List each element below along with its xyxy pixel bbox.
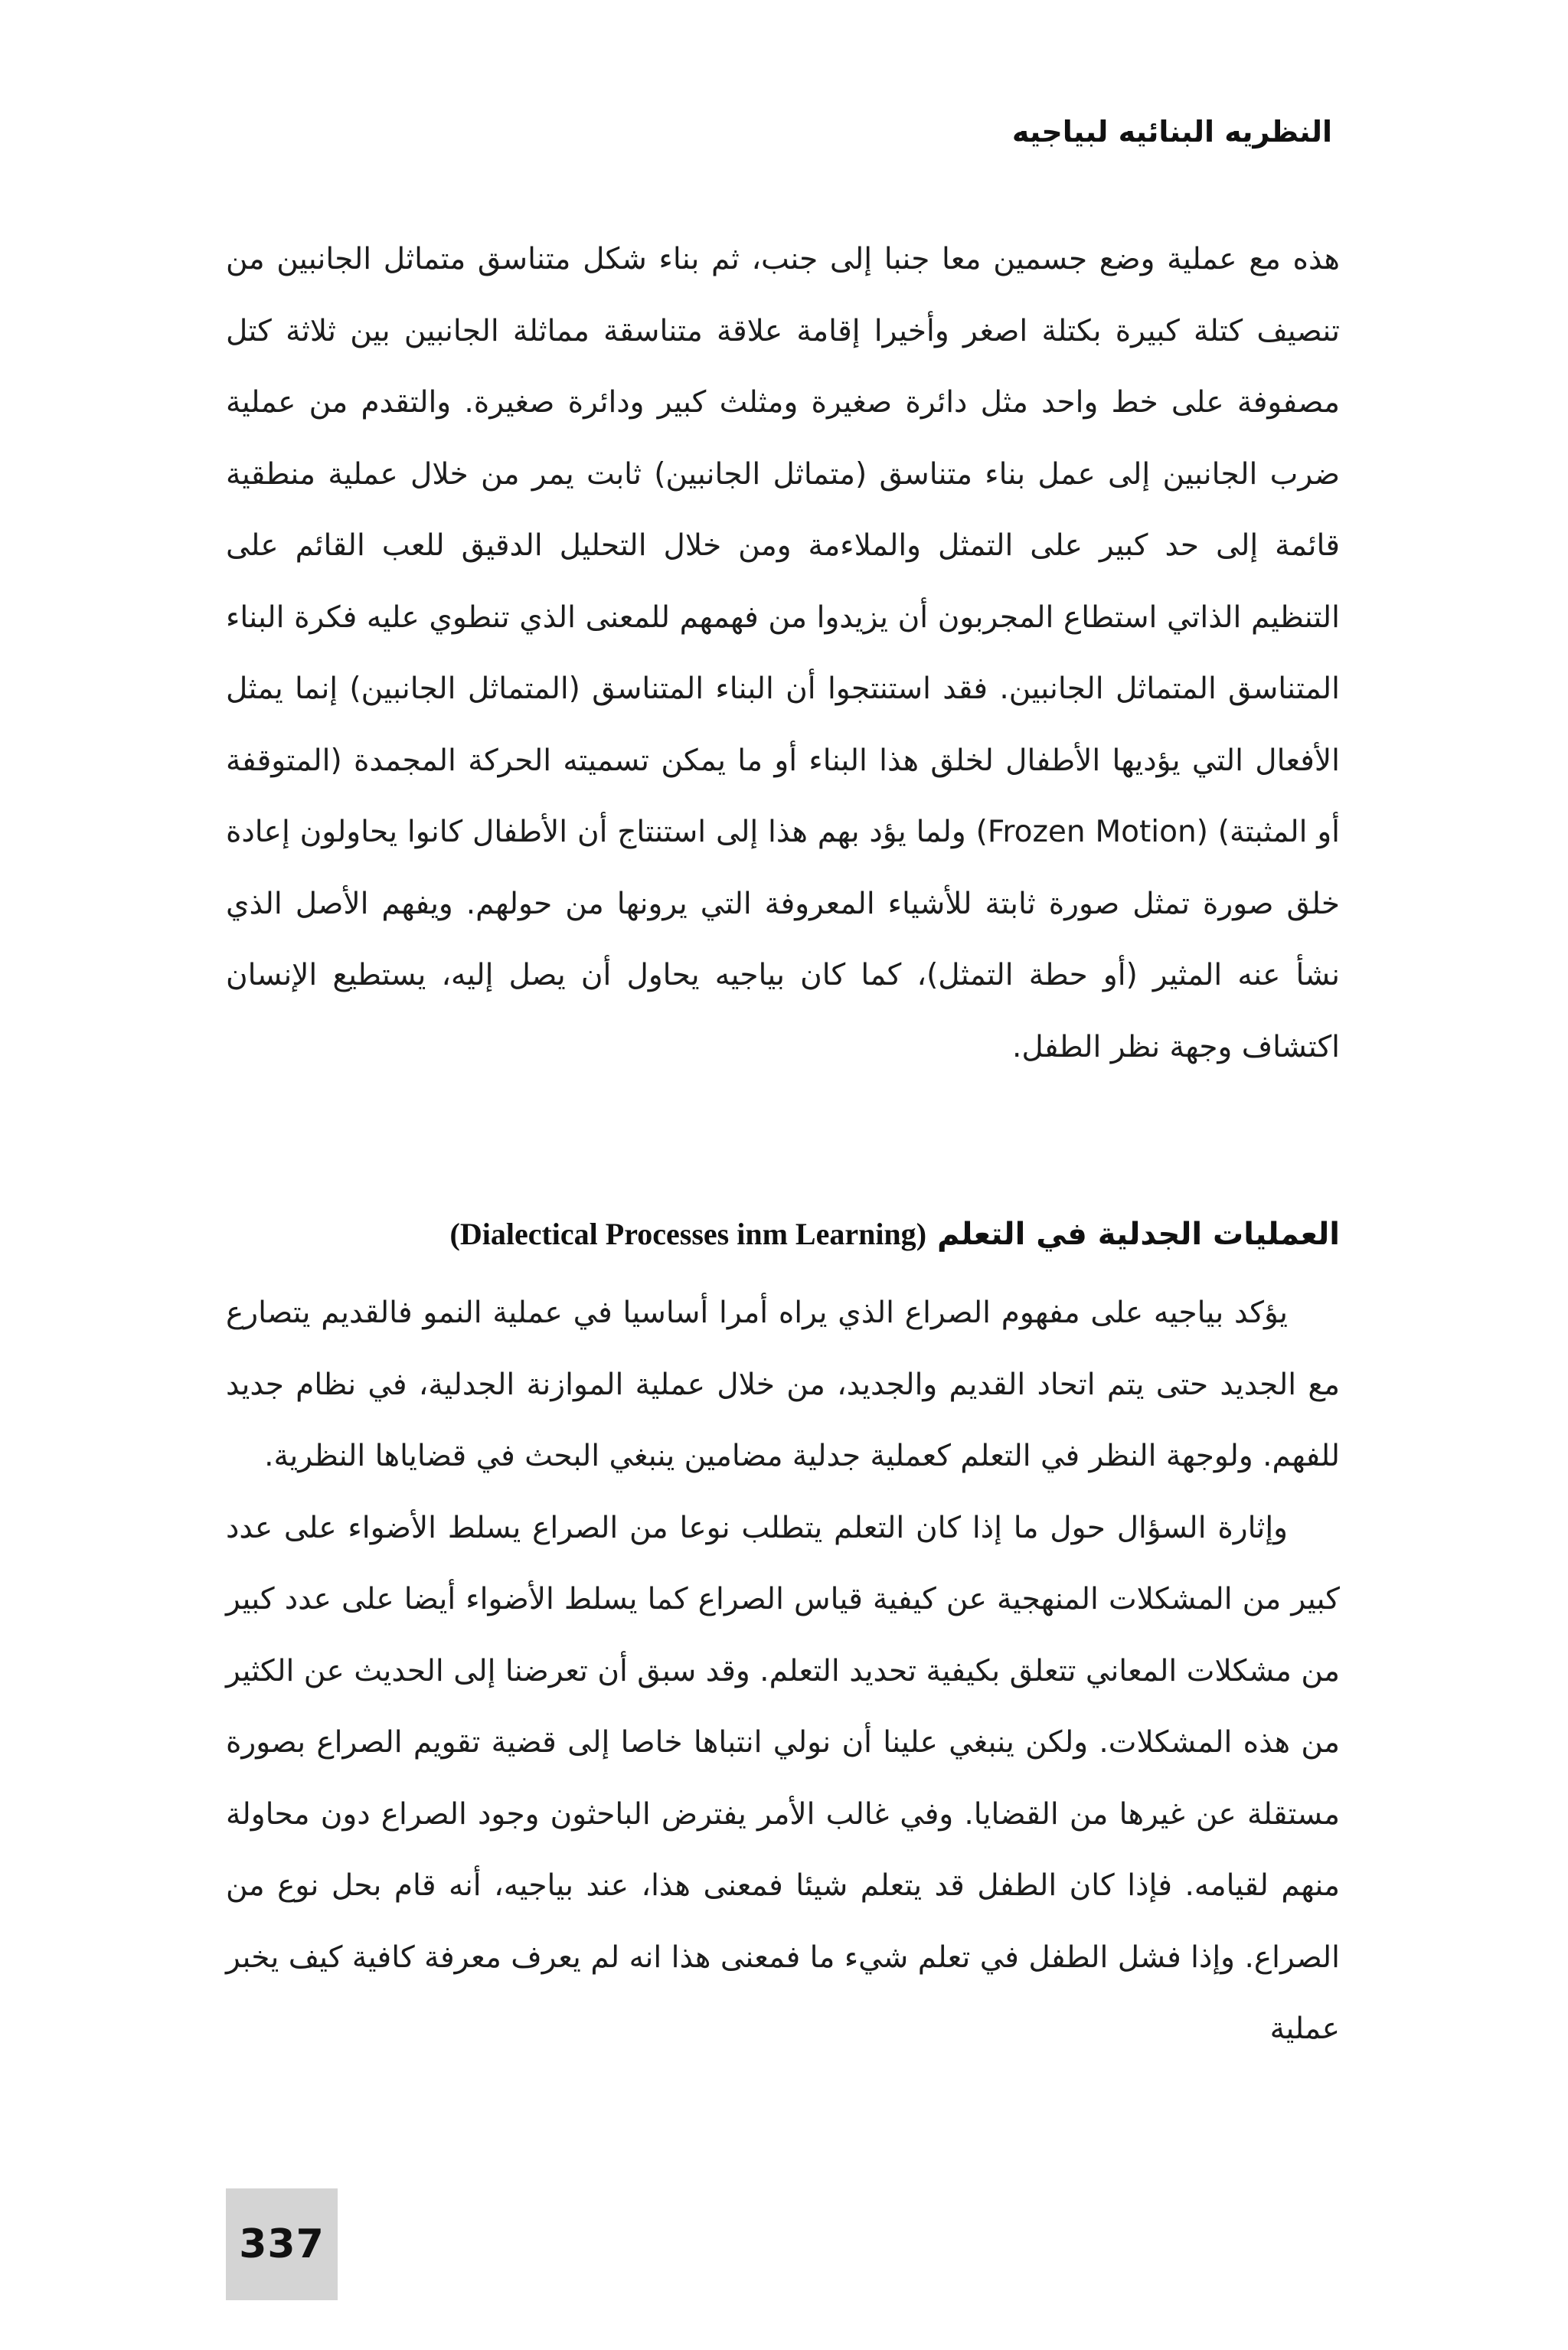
- running-header-title: النظريه البنائيه لبياجيه: [1011, 115, 1332, 149]
- page-number-box: [226, 2188, 338, 2300]
- section-heading-latin: (Dialectical Processes inm Learning): [449, 1217, 927, 1251]
- text-block-upper: [226, 224, 1340, 1083]
- page-number: 337: [239, 2221, 325, 2267]
- paragraph-conflict-measurement: وإثارة السؤال حول ما إذا كان التعلم يتطلب نوعا من الصراع يسلط الأضواء على عدد كبير من المشكلات المنهجية عن كيفية قياس الصراع كما يسلط الأضواء أيضا على عدد كبير من مشكلات المعاني تتعلق بكيفية تحديد التعلم. وقد سبق أن تعرضنا إلى الحديث عن الكثير من هذه المشكلات. ولكن ينبغي علينا أن نولي انتباها خاصا إلى قضية تقويم الصراع بصورة مستقلة عن غيرها من القضايا. وفي غالب الأمر يفترض الباحثون وجود الصراع دون محاولة منهم لقيامه. فإذا كان الطفل قد يتعلم شيئا فمعنى هذا، عند بياجيه، أنه قام بحل نوع من الصراع. وإذا فشل الطفل في تعلم شيء ما فمعنى هذا انه لم يعرف معرفة كافية كيف يخبر عملية: [226, 1510, 1340, 2046]
- section-heading-arabic: العمليات الجدلية في التعلم: [936, 1217, 1340, 1252]
- paragraph-conflict-concept: يؤكد بياجيه على مفهوم الصراع الذي يراه أمرا أساسيا في عملية النمو فالقديم يتصارع مع الجديد حتى يتم اتحاد القديم والجديد، من خلال عملية الموازنة الجدلية، في نظام جديد للفهم. ولوجهة النظر في التعلم كعملية جدلية مضامين ينبغي البحث في قضاياها النظرية.: [226, 1296, 1340, 1473]
- section-heading: [226, 1208, 1340, 1261]
- paragraph-symmetric-construction: هذه مع عملية وضع جسمين معا جنبا إلى جنب، ثم بناء شكل متناسق متماثل الجانبين من تنصيف كتلة كبيرة بكتلة اصغر وأخيرا إقامة علاقة متناسقة مماثلة الجانبين بين ثلاثة كتل مصفوفة على خط واحد مثل دائرة صغيرة ومثلث كبير ودائرة صغيرة. والتقدم من عملية ضرب الجانبين إلى عمل بناء متناسق (متماثل الجانبين) ثابت يمر من خلال عملية منطقية قائمة إلى حد كبير على التمثل والملاءمة ومن خلال التحليل الدقيق للعب القائم على التنظيم الذاتي استطاع المجربون أن يزيدوا من فهمهم للمعنى الذي تنطوي عليه فكرة البناء المتناسق المتماثل الجانبين. فقد استنتجوا أن البناء المتناسق (المتماثل الجانبين) إنما يمثل الأفعال التي يؤديها الأطفال لخلق هذا البناء أو ما يمكن تسميته الحركة المجمدة (المتوقفة أو المثبتة) (Frozen Motion) ولما يؤد بهم هذا إلى استنتاج أن الأطفال كانوا يحاولون إعادة خلق صورة تمثل صورة ثابتة للأشياء المعروفة التي يرونها من حولهم. ويفهم الأصل الذي نشأ عنه المثير (أو حطة التمثل)، كما كان بياجيه يحاول أن يصل إليه، يستطيع الإنسان اكتشاف وجهة نظر الطفل.: [226, 242, 1340, 1064]
- text-block-lower: [226, 1277, 1340, 2065]
